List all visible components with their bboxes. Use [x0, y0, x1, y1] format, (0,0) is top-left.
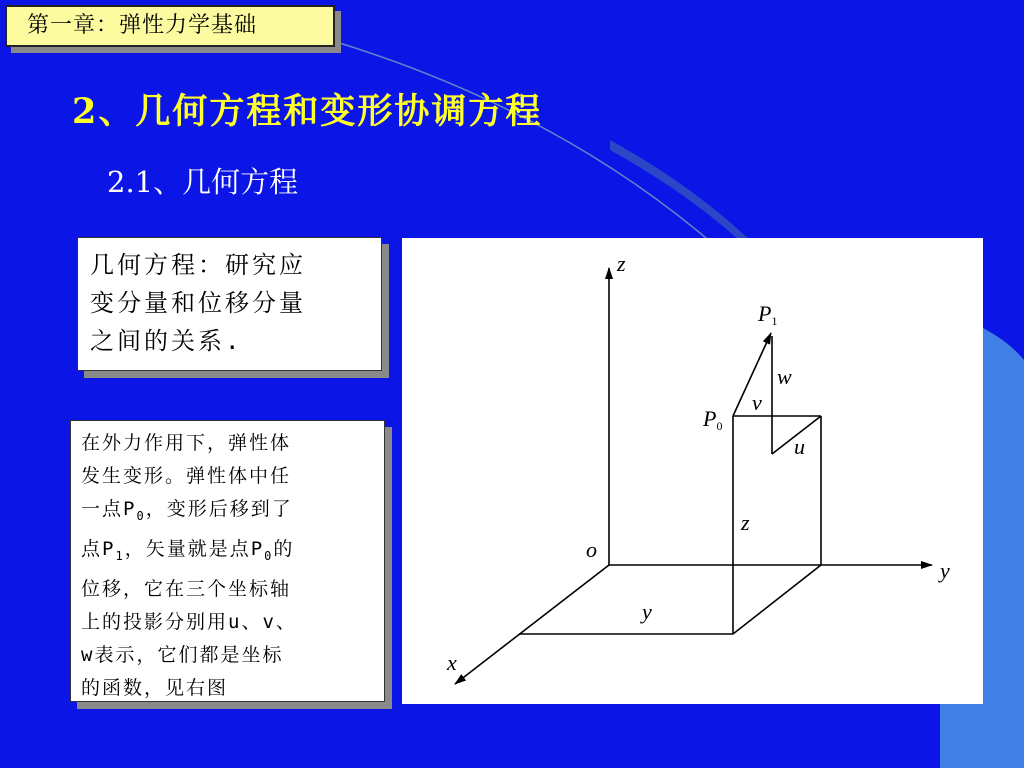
description-line: 在外力作用下，弹性体 [81, 432, 292, 454]
p0-label: P0 [703, 406, 723, 433]
x-axis-line [455, 565, 609, 684]
y-axis-label: y [940, 558, 950, 583]
section-subtitle: 2.1、几何方程 [107, 165, 299, 199]
definition-box [77, 237, 382, 371]
displacement-diagram [402, 238, 983, 704]
description-line: 的函数，见右图 [81, 676, 229, 699]
x-axis-label: x [447, 650, 457, 675]
page-title: 2、几何方程和变形协调方程 [72, 91, 543, 132]
description-line: 位移，它在三个坐标轴 [81, 577, 292, 600]
base-edge [733, 565, 821, 634]
w-label: w [777, 364, 792, 389]
description-line: 点$P_1$，矢量就是点$P_0$的 [81, 537, 295, 563]
description-line: 上的投影分别用u、v、 [81, 610, 297, 633]
description-line: 发生变形。弹性体中任 [81, 465, 292, 487]
origin-label: o [586, 537, 597, 562]
z-height-label: z [741, 510, 750, 535]
u-label: u [794, 434, 805, 459]
definition-line: 几何方程：研究应 [90, 251, 306, 279]
chapter-tab: 第一章：弹性力学基础 [5, 5, 335, 47]
definition-line: 变分量和位移分量 [90, 289, 306, 317]
v-label: v [752, 390, 762, 415]
description-line: w表示，它们都是坐标 [81, 643, 284, 666]
p1-label: P1 [758, 301, 778, 328]
y-length-label: y [642, 599, 652, 624]
definition-line: 之间的关系. [90, 327, 243, 355]
description-line: 一点$P_0$，变形后移到了 [81, 498, 293, 523]
z-axis-label: z [617, 251, 626, 276]
description-box [70, 420, 385, 702]
